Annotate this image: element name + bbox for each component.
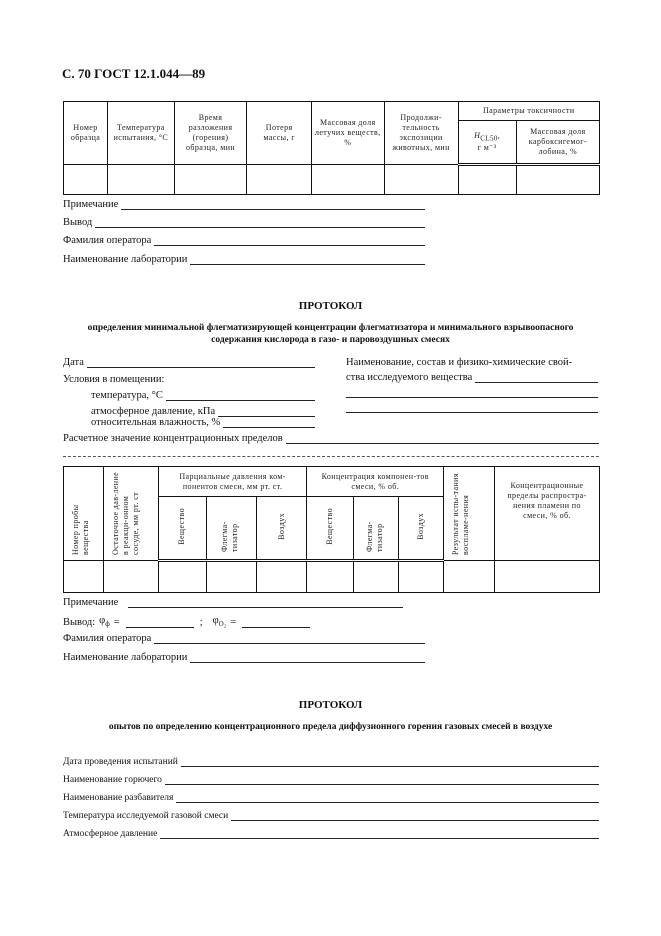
col-partial-substance-text: Вещество	[177, 508, 187, 545]
cell[interactable]	[103, 561, 158, 593]
protocol3-subtitle: опытов по определению концентрационного предела диффузионного горения газовых смесей в воздухе	[108, 722, 553, 732]
col-volatile-fraction: Массовая доля летучих веществ, %	[311, 102, 384, 165]
diluent-name-label: Наименование разбавителя	[63, 793, 174, 803]
test-date-input-line[interactable]	[181, 756, 599, 767]
phi-f-input-line[interactable]	[126, 617, 194, 628]
col-conc-air	[399, 497, 444, 561]
calc-limits-field[interactable]	[63, 433, 599, 444]
cell[interactable]	[256, 561, 307, 593]
cell[interactable]	[64, 561, 104, 593]
phi-o2-symbol: $\varphi_{O_2}$	[212, 615, 227, 629]
substance-label-text-1: Наименование, состав и физико-химические свой-	[346, 357, 573, 368]
col-partial-substance	[158, 497, 206, 561]
test-date-field[interactable]	[63, 756, 599, 767]
col-mass-loss: Потеря массы, г	[247, 102, 311, 165]
col-carboxyhemoglobin: Массовая доля карбоксигемог-лобина, %	[516, 121, 599, 165]
conditions-label: Условия в помещении:	[63, 374, 165, 385]
col-residual-pressure-text: Остаточное дав-ление в реакци-онном сосуде, мм рт. ст	[110, 471, 140, 555]
table-row	[64, 561, 600, 593]
humidity-input-line[interactable]	[223, 417, 315, 428]
cell[interactable]	[158, 561, 206, 593]
operator-input-line[interactable]	[154, 235, 425, 246]
cell[interactable]	[458, 165, 516, 195]
col-conc-air-text: Воздух	[416, 513, 426, 540]
temperature-input-line[interactable]	[166, 390, 315, 401]
lab-label-2: Наименование лаборатории	[63, 652, 188, 663]
phi-f-equals: =	[113, 617, 120, 629]
pressure-label: атмосферное давление, кПа	[91, 406, 216, 417]
lab-field-1[interactable]	[63, 254, 425, 265]
cell[interactable]	[311, 165, 384, 195]
protocol2-title: ПРОТОКОЛ	[298, 300, 363, 312]
cell[interactable]	[108, 165, 175, 195]
diluent-name-field[interactable]	[63, 792, 599, 803]
col-partial-air	[256, 497, 307, 561]
note-label-2: Примечание	[63, 597, 119, 608]
substance-input-line[interactable]	[475, 372, 598, 383]
humidity-label: относительная влажность, %	[91, 417, 221, 428]
col-decomposition-time: Время разложения (горения) образца, мин	[174, 102, 247, 165]
col-sample-number-text: Номер пробы вещества	[71, 504, 91, 555]
protocol2-subtitle-1: определения минимальной флегматизирующей концентрации флегматизатора и минимального взрывоопасного	[87, 323, 574, 333]
note-label: Примечание	[63, 199, 119, 210]
cell[interactable]	[247, 165, 311, 195]
cell[interactable]	[174, 165, 247, 195]
col-sample-number	[64, 467, 104, 561]
gas-temperature-field[interactable]	[63, 810, 599, 821]
hcl50-symbol: H	[474, 130, 481, 140]
substance-input-line-2[interactable]	[346, 397, 598, 398]
conclusion-field-2[interactable]	[63, 615, 323, 628]
date-label: Дата	[63, 357, 84, 368]
operator-input-line-2[interactable]	[154, 633, 425, 644]
hcl50-unit: г м⁻³	[477, 143, 497, 153]
col-partial-phlegmatizer-text: Флегма-тизатор	[220, 520, 240, 552]
note-input-line-2[interactable]	[128, 597, 403, 608]
fuel-name-label: Наименование горючего	[63, 775, 162, 785]
protocol2-subtitle-2: содержания кислорода в газо- и паровоздушных смесях	[211, 335, 450, 345]
col-hcl50: HCL50, г м⁻³	[458, 121, 516, 165]
col-partial-phlegmatizer	[206, 497, 256, 561]
cell[interactable]	[444, 561, 495, 593]
date-field[interactable]	[63, 357, 315, 368]
conclusion-separator: ;	[199, 617, 203, 629]
note-input-line[interactable]	[121, 199, 425, 210]
col-residual-pressure	[103, 467, 158, 561]
date-input-line[interactable]	[87, 357, 315, 368]
table-row	[64, 165, 600, 195]
col-sample-number: Номер образца	[64, 102, 108, 165]
cell[interactable]	[354, 561, 399, 593]
lab-label: Наименование лаборатории	[63, 254, 188, 265]
atm-pressure-field[interactable]	[63, 828, 599, 839]
cell[interactable]	[399, 561, 444, 593]
temperature-field[interactable]	[91, 390, 315, 401]
col-concentration-limits: Концентрационные пределы распростра-нения пламени по смеси, % об.	[494, 467, 599, 561]
lab-field-2[interactable]	[63, 652, 425, 663]
substance-input-line-3[interactable]	[346, 412, 598, 413]
phi-f-symbol: $\varphi_ф$	[99, 615, 110, 629]
fuel-name-field[interactable]	[63, 774, 599, 785]
cell[interactable]	[206, 561, 256, 593]
col-conc-phlegmatizer	[354, 497, 399, 561]
cell[interactable]	[516, 165, 599, 195]
diluent-name-input-line[interactable]	[176, 792, 599, 803]
col-group-partial-pressure: Парциальные давления ком-понентов смеси, мм рт. ст.	[158, 467, 307, 497]
calc-limits-input-line-2[interactable]	[63, 456, 599, 457]
note-field-2[interactable]	[63, 597, 403, 608]
sample-table	[63, 101, 600, 195]
humidity-field[interactable]	[91, 417, 315, 428]
col-partial-air-text: Воздух	[276, 513, 286, 540]
col-test-temperature: Температура испытания, °С	[108, 102, 175, 165]
conclusion-label: Вывод	[63, 217, 93, 228]
conditions-heading	[63, 374, 164, 385]
note-field-1[interactable]	[63, 199, 425, 210]
col-group-toxicity: Параметры токсичности	[458, 102, 599, 121]
operator-field-2[interactable]	[63, 633, 425, 644]
gas-temperature-input-line[interactable]	[231, 810, 599, 821]
page-header: С. 70 ГОСТ 12.1.044—89	[62, 66, 206, 81]
conclusion-input-line[interactable]	[95, 217, 425, 228]
col-group-concentration: Концентрация компонен-тов смеси, % об.	[307, 467, 444, 497]
lab-input-line[interactable]	[190, 254, 425, 265]
operator-label-2: Фамилия оператора	[63, 633, 152, 644]
calc-limits-input-line[interactable]	[286, 433, 599, 444]
cell[interactable]	[64, 165, 108, 195]
col-conc-phlegmatizer-text: Флегма-тизатор	[365, 520, 385, 552]
col-ignition-result-text: Результат испы-тания воспламе-нения	[451, 472, 471, 555]
operator-label: Фамилия оператора	[63, 235, 152, 246]
phi-o2-equals: =	[230, 617, 237, 629]
substance-label-1	[346, 357, 572, 368]
cell[interactable]	[494, 561, 599, 593]
col-conc-substance-text: Вещество	[325, 508, 335, 545]
temperature-label: температура, °С	[91, 390, 163, 401]
operator-field-1[interactable]	[63, 235, 425, 246]
conclusion-field-1[interactable]	[63, 217, 425, 228]
concentration-table	[63, 466, 600, 593]
col-conc-substance	[307, 497, 354, 561]
atm-pressure-label: Атмосферное давление	[63, 829, 158, 839]
pressure-field[interactable]	[91, 406, 315, 417]
gas-temperature-label: Температура исследуемой газовой смеси	[63, 811, 229, 821]
col-ignition-result	[444, 467, 495, 561]
hcl50-subscript: CL50	[480, 134, 498, 143]
cell[interactable]	[384, 165, 458, 195]
calc-limits-label: Расчетное значение концентрационных пределов	[63, 433, 283, 444]
protocol3-title: ПРОТОКОЛ	[298, 699, 363, 711]
pressure-input-line[interactable]	[218, 406, 315, 417]
cell[interactable]	[307, 561, 354, 593]
substance-field[interactable]	[346, 372, 598, 383]
conclusion-label-2: Вывод:	[63, 617, 96, 629]
substance-label-text-2: ства исследуемого вещества	[346, 372, 473, 383]
test-date-label: Дата проведения испытаний	[63, 757, 178, 767]
fuel-name-input-line[interactable]	[165, 774, 599, 785]
atm-pressure-input-line[interactable]	[160, 828, 599, 839]
col-exposure-duration: Продолжи-тельность экспозиции животных, мин	[384, 102, 458, 165]
phi-o2-input-line[interactable]	[242, 617, 310, 628]
lab-input-line-2[interactable]	[190, 652, 425, 663]
